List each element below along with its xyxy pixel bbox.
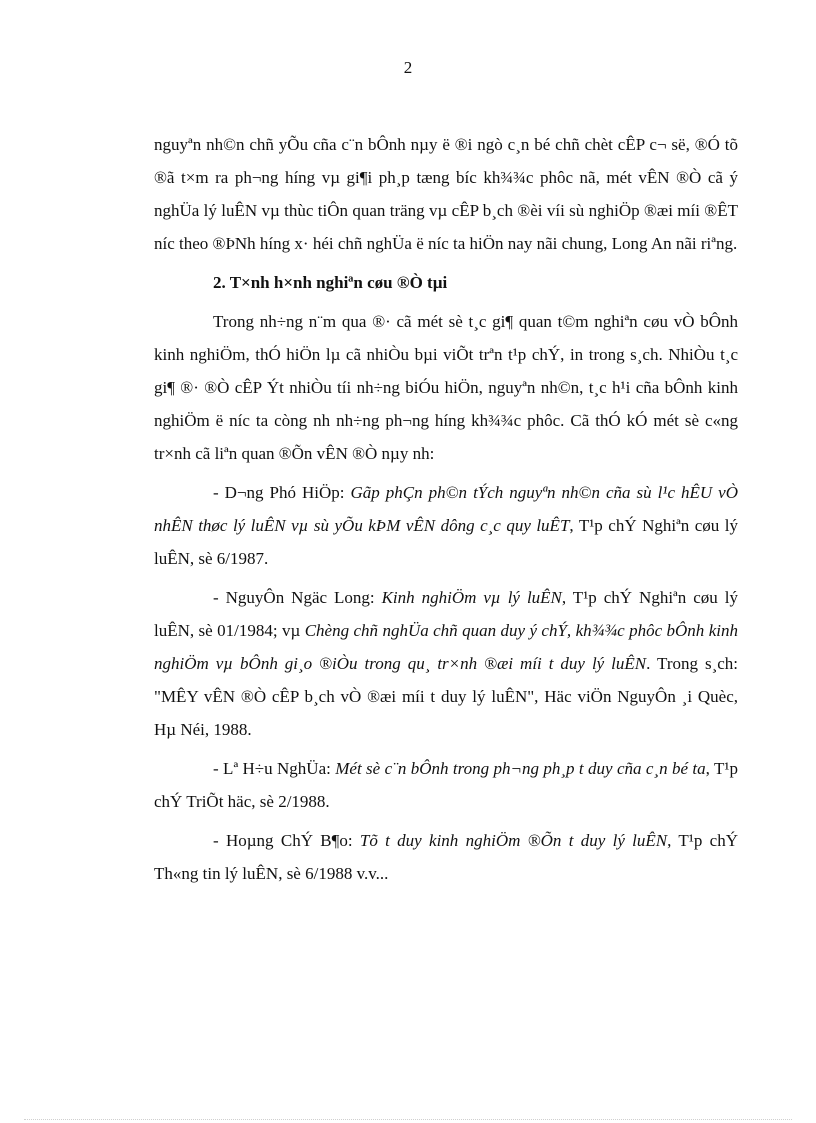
reference-item — [154, 752, 738, 818]
reference-title: Tõ t duy kinh nghiÖm ®Õn t duy lý luÊN — [359, 831, 668, 850]
document-body — [154, 128, 738, 890]
reference-source: , T¹p chÝ Nghiªn cøu lý luÊN, sè 6/1987. — [154, 516, 738, 568]
section-heading: 2. T×nh h×nh nghiªn cøu ®Ò tµi — [213, 273, 448, 292]
reference-item — [154, 824, 738, 890]
reference-author: - NguyÔn Ngäc Long: — [213, 588, 382, 607]
section-paragraph: Trong nh÷ng n¨m qua ®· cã mét sè t¸c gi¶ quan t©m nghiªn cøu vÒ bÔnh kinh nghiÖm, thÓ hiÖn lµ cã nhiÒu bµi viÕt trªn t¹p chÝ, in trong s¸ch. NhiÒu t¸c gi¶ ®· ®Ò cÊP Ýt nhiÒu tíi nh÷ng biÓu hiÖn, nguyªn nh©n, t¸c h¹i cña bÔnh kinh nghiÖm ë níc ta còng nh nh÷ng ph¬ng híng kh¾¾c phôc. Cã thÓ kÓ mét sè c«ng tr×nh cã liªn quan ®Õn vÊN ®Ò nµy nh: — [154, 312, 738, 463]
page-number: 2 — [403, 58, 413, 77]
reference-author: - Hoµng ChÝ B¶o: — [213, 831, 360, 850]
reference-source-2: . Trong s¸ch: "MÊY vÊN ®Ò cÊP b¸ch vÒ ®æi míi t duy lý luÊN", Häc viÖn NguyÔn ¸i Quèc, Hµ Néi, 1988. — [154, 654, 739, 739]
reference-author: - D¬ng Phó HiÖp: — [213, 483, 351, 502]
intro-paragraph: nguyªn nh©n chñ yÕu cña c¨n bÔnh nµy ë ®i ngò c¸n bé chñ chèt cÊP c¬ së, ®Ó tõ ®ã t×m ra ph¬ng híng vµ gi¶i ph¸p tæng bíc kh¾¾c phôc nã, mét vÊN ®Ò cã ý nghÜa lý luÊN vµ thùc tiÔn quan träng vµ cÊP b¸ch ®èi víi sù nghiÖp ®æi míi ®ÊT níc theo ®ÞNh híng x· héi chñ nghÜa ë níc ta hiÖn nay nãi chung, Long An nãi riªng. — [154, 135, 738, 253]
reference-source: , T¹p chÝ TriÕt häc, sè 2/1988. — [154, 759, 738, 811]
reference-title: Kinh nghiÖm vµ lý luÊN — [381, 588, 562, 607]
reference-title: Gãp phÇn ph©n tÝch nguyªn nh©n cña sù l¹c hÊU vÒ nhÊN thøc lý luÊN vµ sù yÕu kÞM vÊN dông c¸c quy luÊT — [154, 483, 738, 535]
reference-item — [154, 581, 738, 746]
reference-source: , T¹p chÝ Nghiªn cøu lý luÊN, sè 01/1984; vµ — [154, 588, 738, 640]
reference-title: Mét sè c¨n bÔnh trong ph¬ng ph¸p t duy cña c¸n bé ta — [335, 759, 706, 778]
reference-author: - Lª H÷u NghÜa: — [213, 759, 336, 778]
reference-item — [154, 476, 738, 575]
reference-title-2: Chèng chñ nghÜa chñ quan duy ý chÝ, kh¾¾c phôc bÔnh kinh nghiÖm vµ bÔnh gi¸o ®iÒu trong qu¸ tr×nh ®æi míi t duy lý luÊN — [154, 621, 738, 673]
reference-source: , T¹p chÝ Th«ng tin lý luÊN, sè 6/1988 v.v... — [154, 831, 738, 883]
page-bottom-divider — [24, 1119, 792, 1120]
